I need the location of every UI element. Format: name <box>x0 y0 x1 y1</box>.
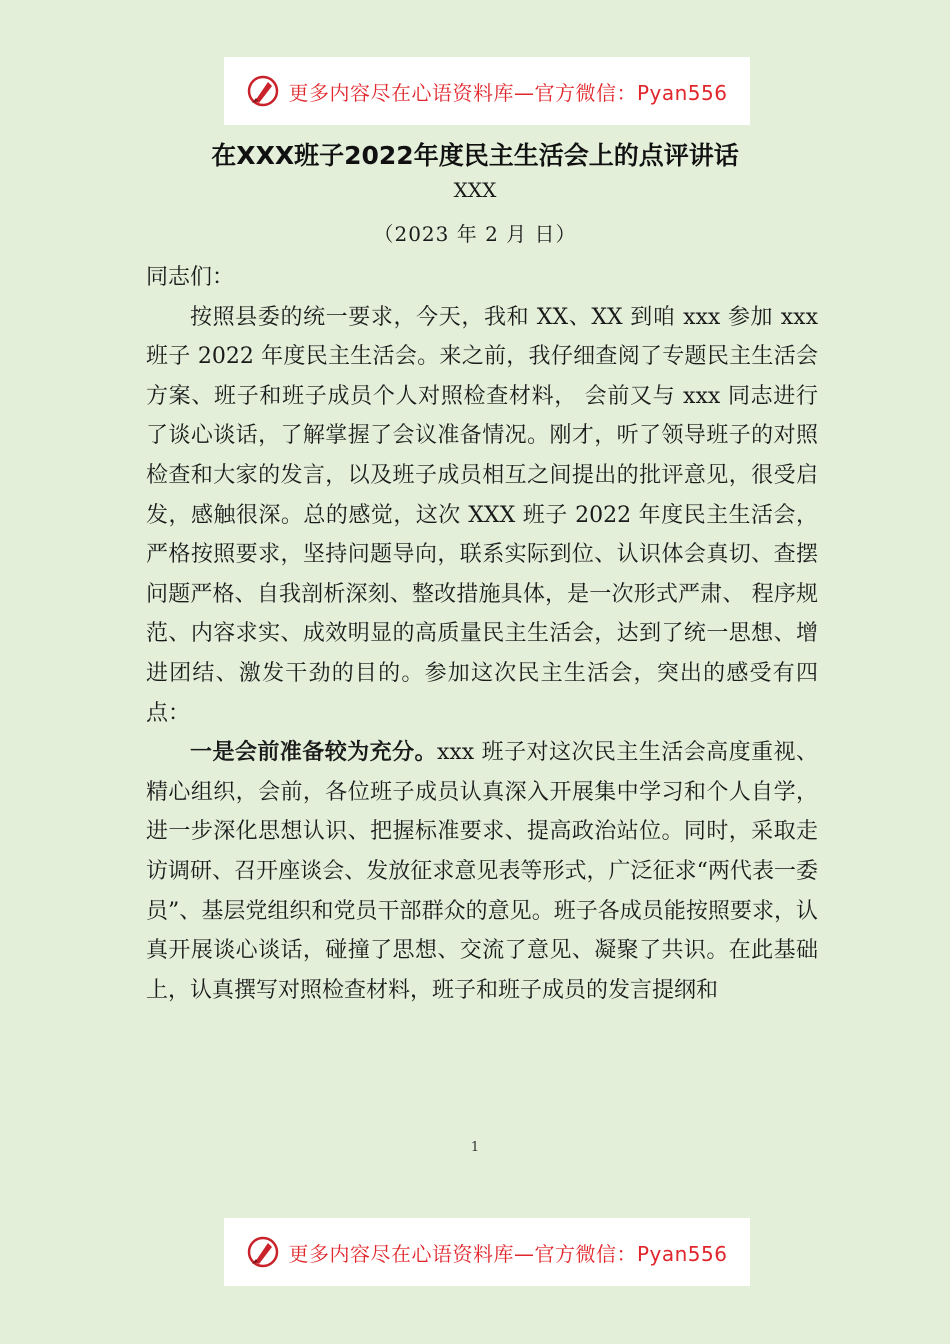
pen-nib-logo-icon <box>246 74 280 108</box>
document-date: （2023 年 2 月 日） <box>373 222 577 246</box>
watermark-banner-bottom <box>224 1218 750 1286</box>
page-number: 1 <box>470 1140 480 1155</box>
watermark-banner-top <box>224 57 750 125</box>
document-body <box>146 258 818 1010</box>
document-author: XXX <box>453 178 497 202</box>
document-title: 在XXX班子2022年度民主生活会上的点评讲话 <box>211 141 739 170</box>
point-one-heading: 一是会前准备较为充分。 <box>190 740 437 766</box>
point-one-text: xxx 班子对这次民主生活会高度重视、精心组织，会前，各位班子成员认真深入开展集中学习和个人自学，进一步深化思想认识、把握标准要求、提高政治站位。同时，采取走访调研、召开座谈会、发放征求意见表等形式，广泛征求“两代表一委员”、基层党组织和党员干部群众的意见。班子各成员能按照要求，认真开展谈心谈话，碰撞了思想、交流了意见、凝聚了共识。在此基础上，认真撰写对照检查材料，班子和班子成员的发言提纲和 <box>146 740 818 1003</box>
pen-nib-logo-icon <box>246 1235 280 1269</box>
salutation: 同志们： <box>146 265 235 290</box>
paragraph-intro: 按照县委的统一要求，今天，我和 XX、XX 到咱 xxx 参加 xxx 班子 2022 年度民主生活会。来之前，我仔细查阅了专题民主生活会方案、班子和班子成员个人对照检查材料， 会前又与 xxx 同志进行了谈心谈话，了解掌握了会议准备情况。刚才，听了领导班子的对照检查和大家的发言，以及班子成员相互之间提出的批评意见，很受启发，感触很深。总的感觉，这次 XXX 班子 2022 年度民主生活会，严格按照要求，坚持问题导向，联系实际到位、认识体会真切、查摆问题严格、自我剖析深刻、整改措施具体，是一次形式严肃、 程序规范、内容求实、成效明显的高质量民主生活会，达到了统一思想、增进团结、激发干劲的目的。参加这次民主生活会，突出的感受有四点： <box>146 304 818 726</box>
banner-text: 更多内容尽在心语资料库—官方微信：Pyan556 <box>288 1241 728 1266</box>
paragraph-point-one <box>146 733 818 1010</box>
banner-text: 更多内容尽在心语资料库—官方微信：Pyan556 <box>288 80 728 105</box>
